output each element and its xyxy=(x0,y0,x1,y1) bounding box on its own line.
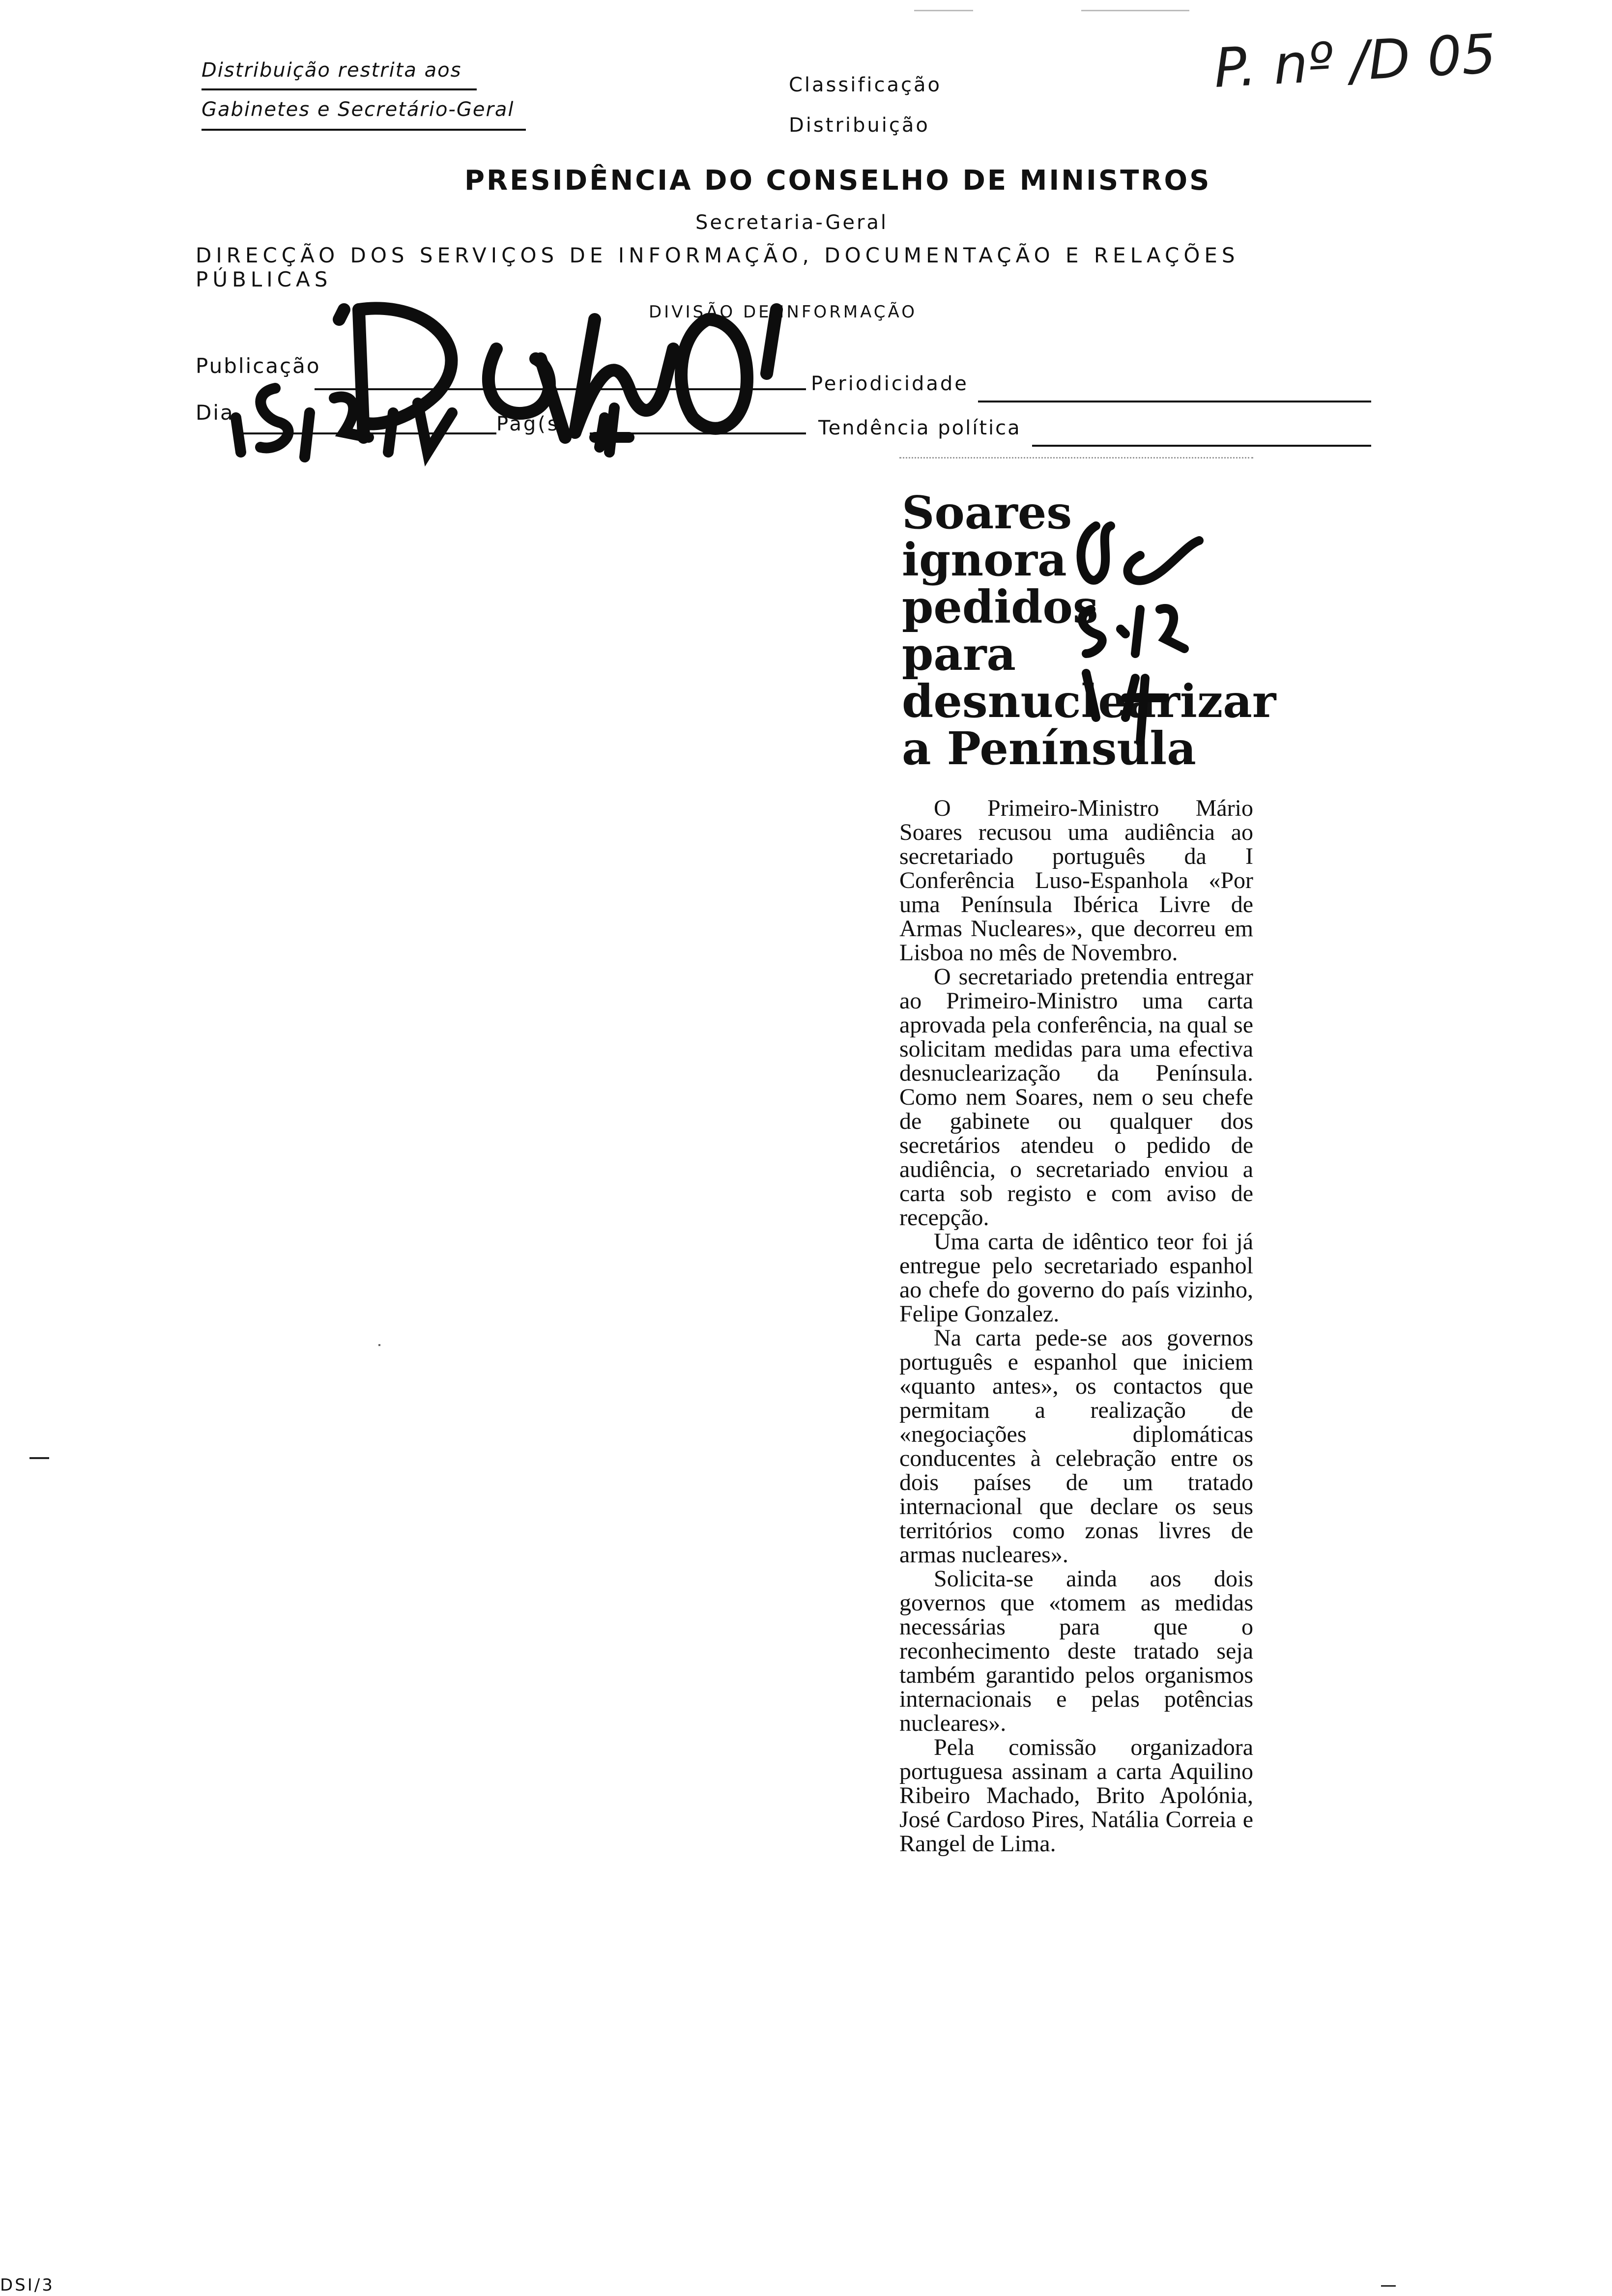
divisao-informacao: DIVISÃO DE INFORMAÇÃO xyxy=(649,302,917,322)
secretaria-geral: Secretaria-Geral xyxy=(695,211,889,234)
handwritten-marker-stamp xyxy=(221,290,840,467)
scan-artifact xyxy=(1081,10,1189,11)
article-paragraph: Pela comissão organizadora portuguesa assinam a carta Aquilino Ribeiro Machado, Brito Apolónia, José Cardoso Pires, Natália Correia e Rangel de Lima. xyxy=(899,1734,1253,1857)
dia-label: Dia xyxy=(196,401,234,425)
article-headline: Soares ignora pedidos para desnuclearizar a Península xyxy=(902,486,1276,775)
classificacao-label: Classificação xyxy=(789,74,942,96)
restricted-underline-2 xyxy=(202,129,526,131)
clipping-edge xyxy=(899,457,1253,460)
article-paragraph: Na carta pede-se aos governos português e espanhol que iniciem «quanto antes», os contactos que permitam a realização de «negociações diplomáticas conducentes à celebração entre os dois países de um tratado internacional que declare os seus territórios como zonas livres de armas nucleares». xyxy=(899,1325,1253,1568)
handwritten-date-annotation xyxy=(1066,511,1224,757)
scan-artifact xyxy=(1381,2285,1396,2287)
article-paragraph: O Primeiro-Ministro Mário Soares recusou uma audiência ao secretariado português da I Conferência Luso-Espanhola «Por uma Península Ibérica Livre de Armas Nucleares», que decorreu em Lisboa no mês de Novembro. xyxy=(899,795,1253,966)
scan-artifact xyxy=(378,1344,380,1346)
restricted-distribution-line1: Distribuição restrita aos xyxy=(202,59,462,82)
pags-label: Pág(s). xyxy=(496,413,577,435)
restricted-underline-1 xyxy=(202,88,477,90)
direccao-servicos: DIRECÇÃO DOS SERVIÇOS DE INFORMAÇÃO, DOCUMENTAÇÃO E RELAÇÕES PÚBLICAS xyxy=(196,243,1239,291)
handwritten-reference: P. nº /D 05 xyxy=(1212,22,1498,100)
tendencia-line xyxy=(1032,445,1371,447)
presidency-title: PRESIDÊNCIA DO CONSELHO DE MINISTROS xyxy=(464,165,1211,197)
article-paragraph: Solicita-se ainda aos dois governos que «tomem as medidas necessárias para que o reconhecimento deste tratado seja também garantido pelos organismos internacionais e pelas potências nucleares». xyxy=(899,1566,1253,1736)
scan-artifact xyxy=(29,1457,49,1459)
article-paragraph: Uma carta de idêntico teor foi já entregue pelo secretariado espanhol ao chefe do governo do país vizinho, Felipe Gonzalez. xyxy=(899,1229,1253,1327)
periodicidade-line xyxy=(978,401,1371,402)
periodicidade-label: Periodicidade xyxy=(811,373,969,395)
restricted-distribution-line2: Gabinetes e Secretário-Geral xyxy=(202,98,515,121)
distribuicao-label: Distribuição xyxy=(789,114,930,137)
tendencia-label: Tendência política xyxy=(818,417,1021,439)
publicacao-label: Publicação xyxy=(196,354,321,378)
scan-artifact xyxy=(914,10,973,11)
article-body xyxy=(899,796,1253,1856)
article-paragraph: O secretariado pretendia entregar ao Primeiro-Ministro uma carta aprovada pela conferência, na qual se solicitam medidas para uma efectiva desnuclearização da Península. Como nem Soares, nem o seu chefe de gabinete ou qualquer dos secretários atendeu o pedido de audiência, o secretariado enviou a carta sob registo e com aviso de recepção. xyxy=(899,964,1253,1231)
form-code: DSI/3 xyxy=(0,2275,55,2295)
